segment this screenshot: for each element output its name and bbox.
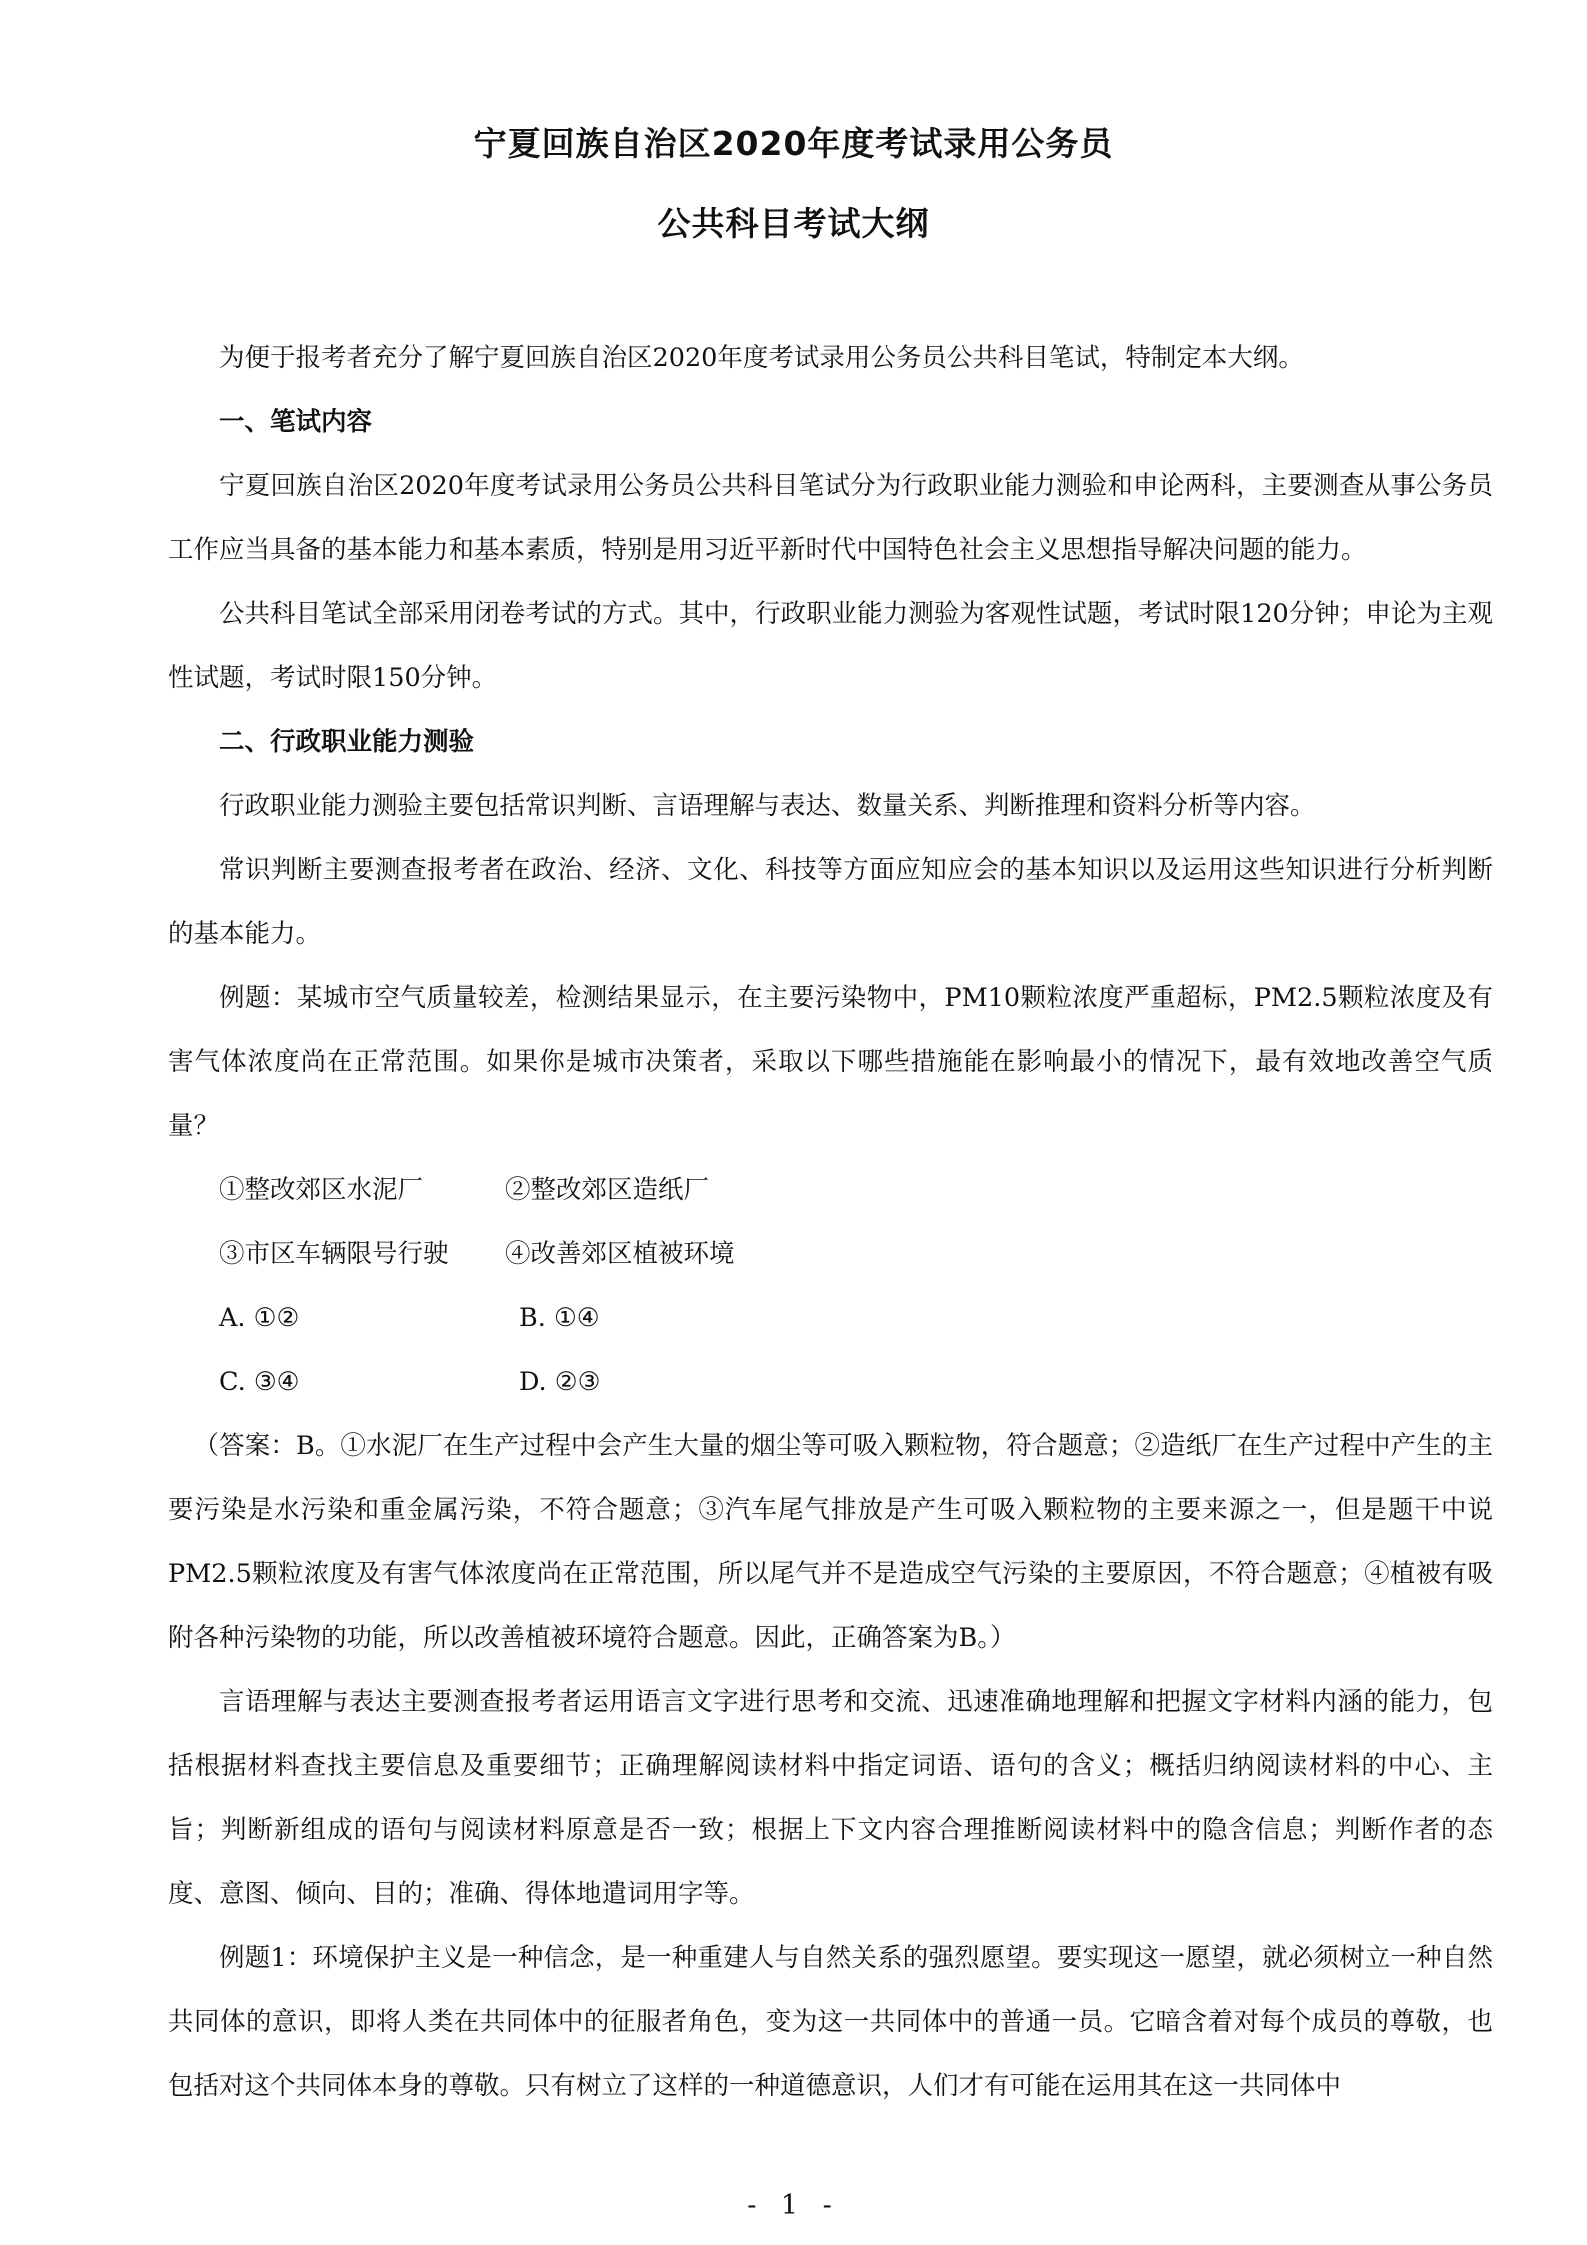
section-2-para-2: 常识判断主要测查报考者在政治、经济、文化、科技等方面应知应会的基本知识以及运用这些知识进行分析判断的基本能力。	[168, 855, 1493, 949]
page-number: - 1 -	[747, 2190, 840, 2221]
section-2-para-3: 言语理解与表达主要测查报考者运用语言文字进行思考和交流、迅速准确地理解和把握文字材料内涵的能力，包括根据材料查找主要信息及重要细节；正确理解阅读材料中指定词语、语句的含义；概括归纳阅读材料的中心、主旨；判断新组成的语句与阅读材料原意是否一致；根据上下文内容合理推断阅读材料中的隐含信息；判断作者的态度、意图、倾向、目的；准确、得体地遣词用字等。	[168, 1687, 1493, 1909]
answer-explanation: （答案：B。①水泥厂在生产过程中会产生大量的烟尘等可吸入颗粒物，符合题意；②造纸厂在生产过程中产生的主要污染是水污染和重金属污染，不符合题意；③汽车尾气排放是产生可吸入颗粒物的主要来源之一，但是题干中说PM2.5颗粒浓度及有害气体浓度尚在正常范围，所以尾气并不是造成空气污染的主要原因，不符合题意；④植被有吸附各种污染物的功能，所以改善植被环境符合题意。因此，正确答案为B。）	[168, 1431, 1493, 1653]
intro-paragraph: 为便于报考者充分了解宁夏回族自治区2020年度考试录用公务员公共科目笔试，特制定本大纲。	[219, 343, 1304, 373]
option-c: C. ③④	[219, 1367, 300, 1397]
section-1-heading: 一、笔试内容	[219, 407, 373, 437]
option-a: A. ①②	[219, 1303, 300, 1333]
section-2-heading: 二、行政职业能力测验	[219, 727, 475, 757]
option-d: D. ②③	[519, 1367, 601, 1397]
choice-item-1: ①整改郊区水泥厂	[219, 1175, 424, 1205]
title-line-2: 公共科目考试大纲	[657, 204, 930, 243]
choice-item-2: ②整改郊区造纸厂	[505, 1175, 710, 1205]
example-1: 例题1：环境保护主义是一种信念，是一种重建人与自然关系的强烈愿望。要实现这一愿望，就必须树立一种自然共同体的意识，即将人类在共同体中的征服者角色，变为这一共同体中的普通一员。它暗含着对每个成员的尊敬，也包括对这个共同体本身的尊敬。只有树立了这样的一种道德意识，人们才有可能在运用其在这一共同体中	[168, 1943, 1493, 2101]
section-2-para-1: 行政职业能力测验主要包括常识判断、言语理解与表达、数量关系、判断推理和资料分析等内容。	[219, 791, 1316, 821]
section-1-para-2: 公共科目笔试全部采用闭卷考试的方式。其中，行政职业能力测验为客观性试题，考试时限120分钟；申论为主观性试题，考试时限150分钟。	[168, 599, 1493, 693]
example-question: 例题：某城市空气质量较差，检测结果显示，在主要污染物中，PM10颗粒浓度严重超标，PM2.5颗粒浓度及有害气体浓度尚在正常范围。如果你是城市决策者，采取以下哪些措施能在影响最小的情况下，最有效地改善空气质量？	[168, 983, 1493, 1141]
option-b: B. ①④	[519, 1303, 600, 1333]
choice-item-3: ③市区车辆限号行驶	[219, 1239, 449, 1269]
title-line-1: 宁夏回族自治区2020年度考试录用公务员	[473, 124, 1114, 163]
choice-item-4: ④改善郊区植被环境	[505, 1239, 735, 1269]
section-1-para-1: 宁夏回族自治区2020年度考试录用公务员公共科目笔试分为行政职业能力测验和申论两科，主要测查从事公务员工作应当具备的基本能力和基本素质，特别是用习近平新时代中国特色社会主义思想指导解决问题的能力。	[168, 471, 1493, 565]
